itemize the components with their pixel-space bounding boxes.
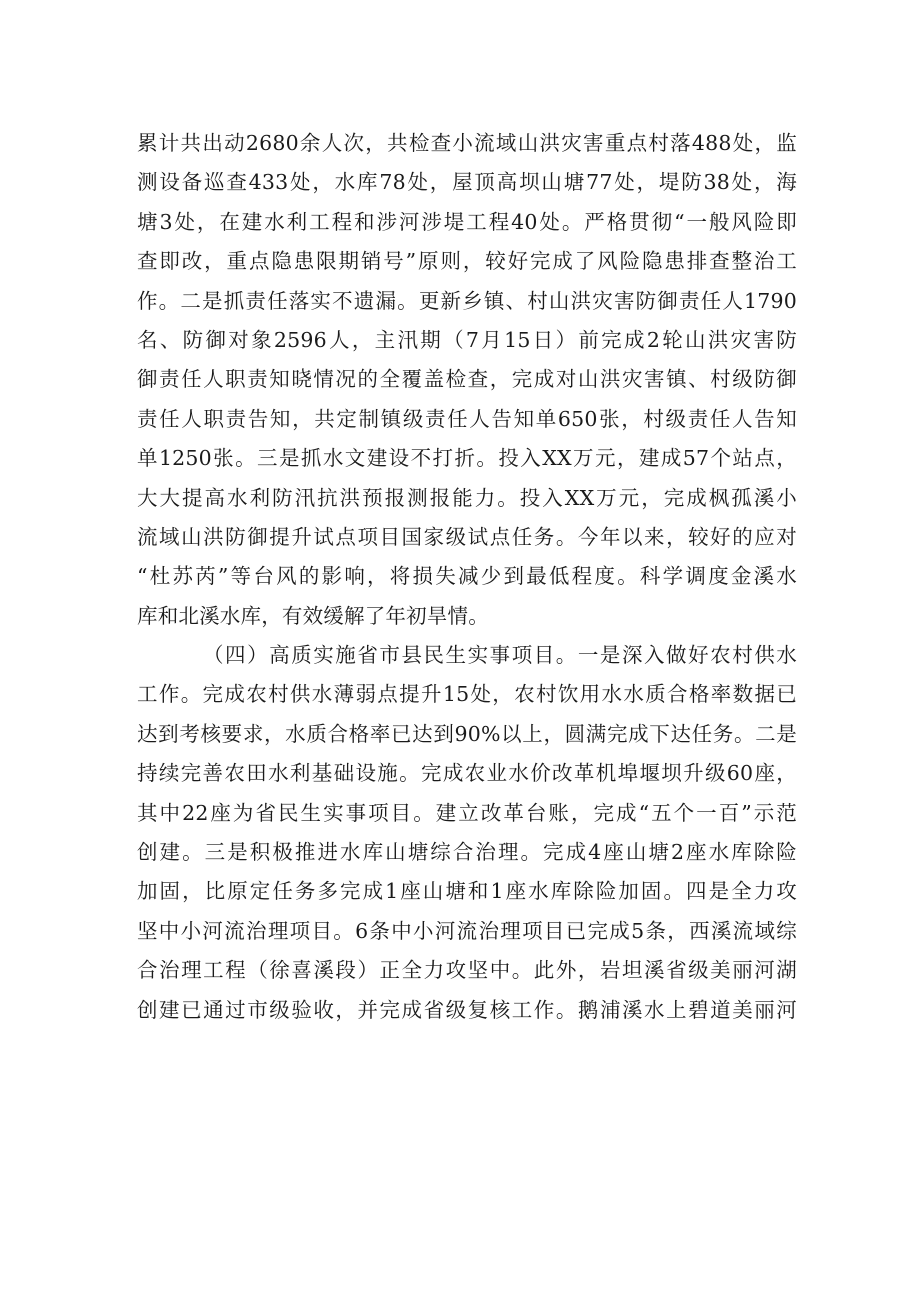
text-line: 持续完善农田水利基础设施。完成农业水价改革机埠堰坝升级60座，	[137, 761, 797, 786]
text-line: 加固，比原定任务多完成1座山塘和1座水库除险加固。四是全力攻	[137, 879, 797, 904]
text-line: 责任人职责告知，共定制镇级责任人告知单650张，村级责任人告知	[137, 406, 797, 431]
text-line: 创建已通过市级验收，并完成省级复核工作。鹅浦溪水上碧道美丽河	[137, 997, 797, 1022]
text-line: 流域山洪防御提升试点项目国家级试点任务。今年以来，较好的应对	[137, 524, 797, 549]
text-line: 御责任人职责知晓情况的全覆盖检查，完成对山洪灾害镇、村级防御	[137, 367, 797, 392]
text-line: “杜苏芮”等台风的影响，将损失减少到最低程度。科学调度金溪水	[137, 564, 797, 589]
text-line: 其中22座为省民生实事项目。建立改革台账，完成“五个一百”示范	[137, 800, 797, 825]
text-line: 达到考核要求，水质合格率已达到90%以上，圆满完成下达任务。二是	[137, 721, 797, 746]
text-line: 名、防御对象2596人，主汛期（7月15日）前完成2轮山洪灾害防	[137, 327, 797, 352]
text-line: 累计共出动2680余人次，共检查小流域山洪灾害重点村落488处，监	[137, 131, 797, 155]
text-line: 作。二是抓责任落实不遗漏。更新乡镇、村山洪灾害防御责任人1790	[137, 288, 797, 313]
text-line: 创建。三是积极推进水库山塘综合治理。完成4座山塘2座水库除险	[137, 840, 797, 865]
text-line: 单1250张。三是抓水文建设不打折。投入XX万元，建成57个站点，	[137, 446, 797, 471]
paragraph-livelihood-projects	[137, 636, 797, 1030]
document-body	[137, 124, 797, 1030]
text-line: 塘3处，在建水利工程和涉河涉堤工程40处。严格贯彻“一般风险即	[137, 209, 797, 234]
text-line: 测设备巡查433处，水库78处，屋顶高坝山塘77处，堤防38处，海	[137, 170, 797, 195]
text-line: 坚中小河流治理项目。6条中小河流治理项目已完成5条，西溪流域综	[137, 918, 797, 943]
text-line: 查即改，重点隐患限期销号”原则，较好完成了风险隐患排查整治工	[137, 249, 797, 274]
text-line: 合治理工程（徐喜溪段）正全力攻坚中。此外，岩坦溪省级美丽河湖	[137, 958, 797, 983]
text-line: 库和北溪水库，有效缓解了年初旱情。	[137, 603, 489, 628]
paragraph-flood-defense	[137, 124, 797, 636]
text-line: 工作。完成农村供水薄弱点提升15处，农村饮用水水质合格率数据已	[137, 682, 797, 707]
section-heading-line: （四）高质实施省市县民生实事项目。一是深入做好农村供水	[203, 643, 797, 668]
text-line: 大大提高水利防汛抗洪预报测报能力。投入XX万元，完成枫孤溪小	[137, 485, 797, 510]
